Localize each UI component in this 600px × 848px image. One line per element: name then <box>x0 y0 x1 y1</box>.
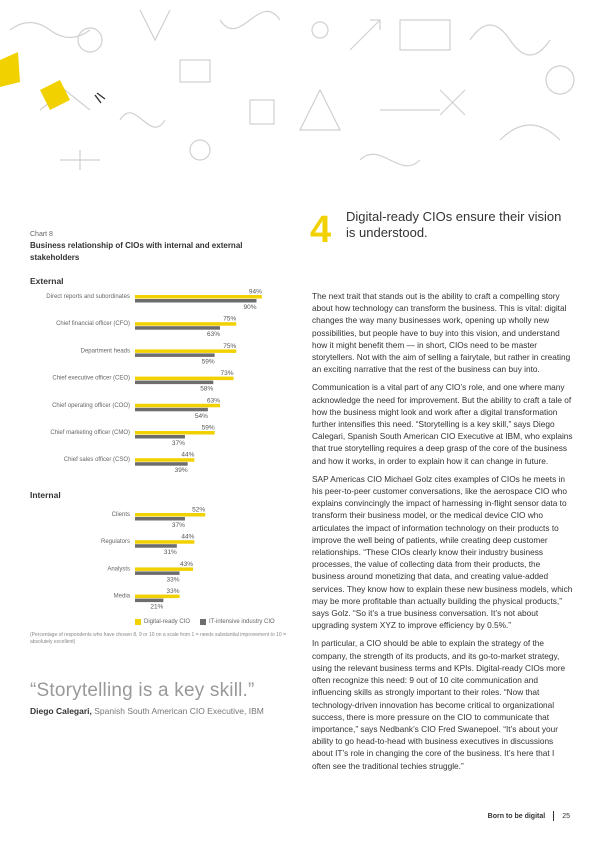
quote-name: Diego Calegari, <box>30 706 92 716</box>
chart-value-label: 73% <box>220 370 234 378</box>
legend-label-digital-ready: Digital-ready CIO <box>144 619 191 625</box>
chart-value-label: 33% <box>166 588 180 596</box>
doodle-plus <box>60 150 100 170</box>
chart-value-label: 31% <box>163 549 177 557</box>
chart-value-label: 37% <box>171 440 185 447</box>
doodle-curve <box>220 11 280 28</box>
legend-label-it-intensive: IT-intensive industry CIO <box>209 619 275 625</box>
chart-value-label: 37% <box>171 522 185 529</box>
pull-quote: “Storytelling is a key skill.” <box>30 680 255 701</box>
doodle-wave <box>10 23 90 38</box>
section-number: 4 <box>310 209 332 251</box>
chart-value-label: 75% <box>223 315 237 323</box>
chart-category-label: Chief marketing officer (CMO) <box>50 430 130 436</box>
doodle-yellow-shape <box>40 80 70 110</box>
chart-group-internal-label: Internal <box>30 490 61 500</box>
chart-bar <box>135 353 215 357</box>
legend-item-digital-ready <box>135 619 190 625</box>
chart-value-label: 43% <box>180 560 194 568</box>
chart-bar <box>135 462 188 466</box>
chart-bar <box>135 299 257 303</box>
chart-title: Business relationship of CIOs with internal and external stakeholders <box>30 241 243 262</box>
page-number: 25 <box>562 812 570 820</box>
chart-note: (Percentage of respondents who have chosen 8, 9 or 10 on a scale from 1 = needs substantial improvement to 10 = absolutely excellent) <box>30 632 286 645</box>
doodle-arrow <box>350 20 380 50</box>
chart-bar <box>135 377 234 381</box>
doodle-curve <box>120 113 165 127</box>
chart-category-label: Media <box>113 593 130 600</box>
doodle-header-illustration <box>0 0 600 195</box>
chart-value-label: 94% <box>248 288 262 296</box>
chart-value-label: 63% <box>207 331 221 339</box>
chart-value-label: 52% <box>192 506 206 514</box>
chart-bar <box>135 599 163 603</box>
chart-bar <box>135 571 180 575</box>
chart-category-label: Analysts <box>107 566 130 573</box>
doodle-yellow-shape <box>0 52 20 87</box>
chart-bar <box>135 513 205 517</box>
body-paragraph: Communication is a vital part of any CIO’s role, and one where many acknowledge the need for improvement. But the ability to craft a tale of how the business might look and work after a digital transformation further intensifies this need. “Storytelling is a key skill,” says Diego Calegari, Spanish South American CIO Executive at IBM, who explains that true storytelling requires a deep grasp of the core of the business and how it works, in order to explain how it can change in future. <box>312 382 573 466</box>
quote-role: Spanish South American CIO Executive, IBM <box>94 706 264 716</box>
legend-swatch-digital-ready <box>135 619 141 625</box>
chart-category-label: Direct reports and subordinates <box>46 294 130 300</box>
chart-bar <box>135 544 177 548</box>
doodle-circle <box>190 140 210 160</box>
chart-bar <box>135 458 194 462</box>
chart-bar <box>135 517 185 521</box>
chart-category-label: Department heads <box>80 348 130 355</box>
doodle-circle <box>546 66 574 94</box>
footer-separator <box>553 811 554 821</box>
chart-bar <box>135 540 194 544</box>
footer-title: Born to be digital <box>487 812 546 820</box>
chart-category-label: Chief financial officer (CFO) <box>56 321 130 328</box>
chart-group-external-label: External <box>30 276 64 286</box>
doodle-curve <box>360 154 420 166</box>
chart-bar <box>135 326 220 330</box>
chart-legend <box>135 619 275 625</box>
chart-category-label: Regulators <box>100 539 130 546</box>
chart-category-label: Chief operating officer (COO) <box>52 402 130 409</box>
chart-value-label: 54% <box>194 412 208 420</box>
chart-value-label: 75% <box>223 342 237 350</box>
section-title: Digital-ready CIOs ensure their vision is understood. <box>346 209 562 240</box>
chart-value-label: 39% <box>174 467 188 475</box>
quote-attribution <box>30 705 270 718</box>
chart-value-label: 59% <box>201 424 215 432</box>
chart-bar <box>135 435 185 439</box>
chart-bar <box>135 404 220 408</box>
chart-category-label: Clients <box>111 512 130 518</box>
chart-value-label: 58% <box>200 385 214 393</box>
chart-value-label: 63% <box>207 397 221 405</box>
body-paragraph: SAP Americas CIO Michael Golz cites examples of CIOs he meets in his peer-to-peer customer conversations, like the aerospace CIO who explains convincingly the impact of harnessing in-flight sensor data to transform their business model, or the medical device CIO who articulates the impact of information technology on their products to improve the well being of patients, while creating deep customer relationships. “These CIOs clearly know their industry business processes, the value of collecting data from their products, the business around monetizing that data, and creating value-added services. They know how to explain these new business models, which may be more profitable than actually building the physical products,” says Golz. “So it’s a true business conversation. It’s not about upgrading system XYZ to improve efficiency by 0.5%.” <box>312 473 573 631</box>
legend-item-it-intensive <box>200 619 275 625</box>
chart-bar <box>135 431 215 435</box>
legend-swatch-it-intensive <box>200 619 206 625</box>
body-paragraph: The next trait that stands out is the ability to craft a compelling story about how technology can transform the business. This is vital: digital changes the way many businesses work, opening up wholly new possibilities, but people have to buy into this vision, and understand how it might benefit them — in short, CIOs need to be master storytellers. Not with the aim of selling a fairytale, but rather in creating an exciting narrative that the rest of the business can buy into. <box>312 291 571 375</box>
doodle-circle <box>78 28 102 52</box>
chart-label: Chart 8 <box>30 231 53 238</box>
doodle-arc <box>500 125 560 140</box>
article-body <box>312 290 574 778</box>
body-paragraph: In particular, a CIO should be able to explain the strategy of the company, the strength of its products, and its go-to-market strategy, using the relevant business terms and KPIs. Digital-ready CIOs more often recognize this need: 9 out of 10 cite communication and influencing skills as strongly important to their roles. “Now that technology-driven innovation has become critical to organizational success, there is more pressure on the CIO to communicate that importance,” says Nedbank’s CIO Fred Swanepoel. “It’s about your ability to go head-to-head with business executives in discussions about IT’s role in changing the core of the business. It’s here that I often see the traditional techies struggle.” <box>312 638 566 771</box>
doodle-box <box>250 100 274 124</box>
doodle-x <box>440 90 465 115</box>
page-footer <box>488 811 570 821</box>
chart-bar <box>135 322 236 326</box>
chart-value-label: 44% <box>181 533 195 541</box>
chart-value-label: 33% <box>166 576 180 584</box>
doodle-box <box>180 60 210 82</box>
chart-category-label: Chief sales officer (CSO) <box>63 457 130 464</box>
chart-bar <box>135 349 236 353</box>
doodle-circle <box>312 22 328 38</box>
doodle-dark-mark <box>95 93 105 103</box>
chart-value-label: 90% <box>243 304 257 311</box>
chart-bar <box>135 595 180 599</box>
chart-bar <box>135 295 262 299</box>
chart-bar <box>135 381 213 385</box>
doodle-rect <box>400 20 450 50</box>
doodle-zigzag <box>140 10 170 40</box>
chart-category-label: Chief executive officer (CEO) <box>52 375 130 382</box>
doodle-triangle <box>300 90 340 130</box>
chart-bar <box>135 408 208 412</box>
chart-value-label: 21% <box>150 603 164 611</box>
chart-value-label: 44% <box>181 451 195 459</box>
chart-bar <box>135 567 193 571</box>
doodle-wave <box>470 25 550 55</box>
chart-value-label: 59% <box>201 358 215 366</box>
